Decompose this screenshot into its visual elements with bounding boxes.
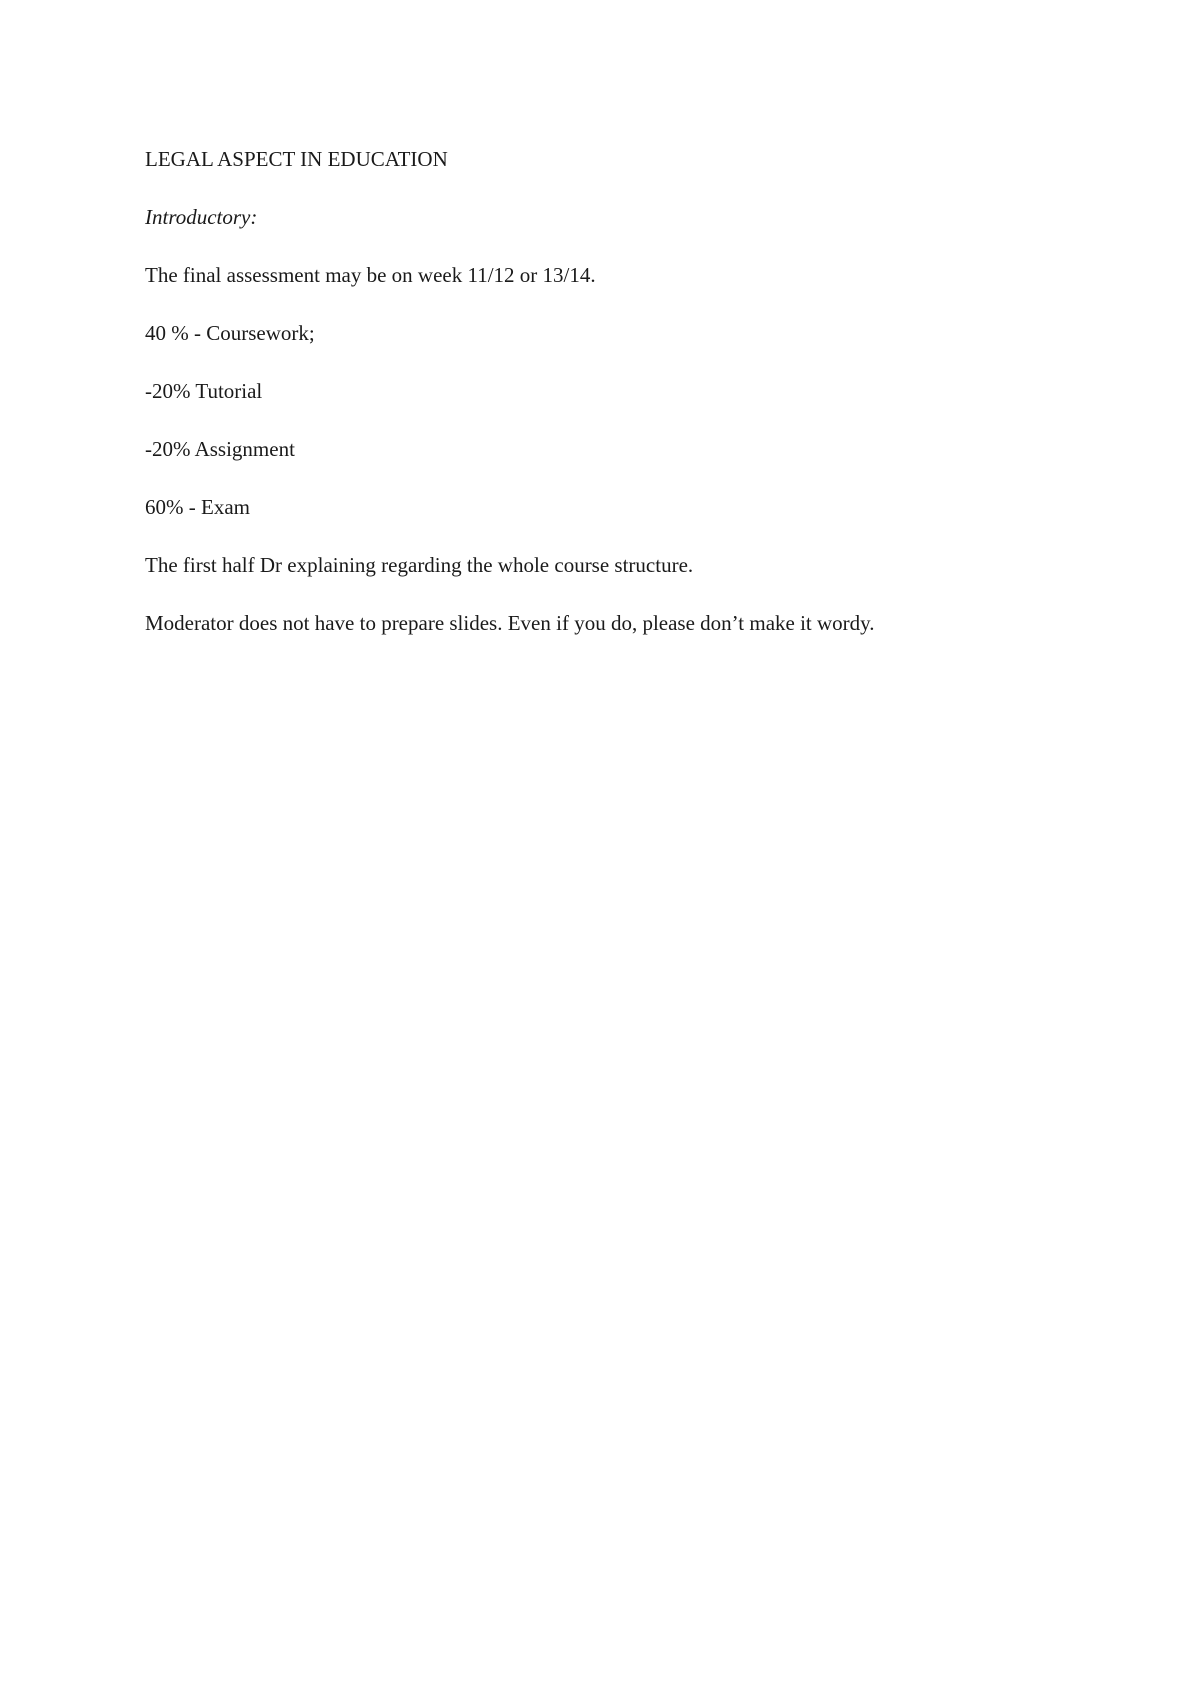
paragraph-coursework: 40 % - Coursework; (145, 321, 315, 345)
section-heading: Introductory: (145, 205, 258, 229)
document-body (145, 145, 1065, 667)
paragraph-assessment-week: The final assessment may be on week 11/12 or 13/14. (145, 263, 596, 287)
paragraph-tutorial: -20% Tutorial (145, 379, 263, 403)
paragraph-moderator: Moderator does not have to prepare slides. Even if you do, please don’t make it wordy. (145, 611, 875, 635)
paragraph-exam: 60% - Exam (145, 495, 250, 519)
paragraph-assignment: -20% Assignment (145, 437, 295, 461)
paragraph-course-structure: The first half Dr explaining regarding the whole course structure. (145, 553, 694, 577)
document-title: LEGAL ASPECT IN EDUCATION (145, 147, 448, 171)
